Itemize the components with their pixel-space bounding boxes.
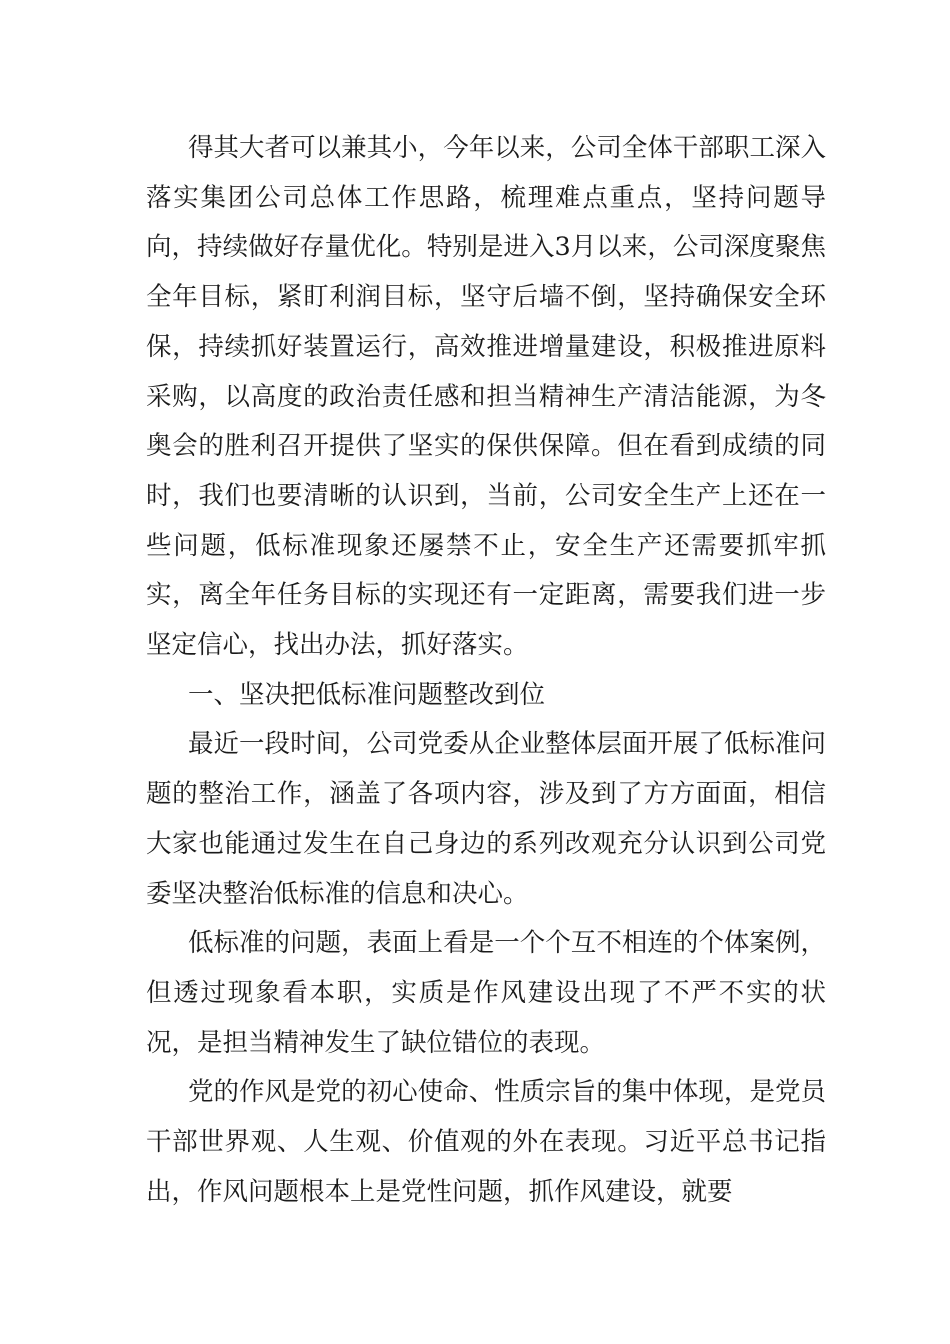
document-body [146, 124, 826, 1217]
paragraph-rectification: 最近一段时间，公司党委从企业整体层面开展了低标准问题的整治工作，涵盖了各项内容，涉及到了方方面面，相信大家也能通过发生在自己身边的系列改观充分认识到公司党委坚决整治低标准的信息和决心。 [146, 729, 826, 909]
paragraph-intro: 得其大者可以兼其小，今年以来，公司全体干部职工深入落实集团公司总体工作思路，梳理难点重点，坚持问题导向，持续做好存量优化。特别是进入3月以来，公司深度聚焦全年目标，紧盯利润目标，坚守后墙不倒，坚持确保安全环保，持续抓好装置运行，高效推进增量建设，积极推进原料采购，以高度的政治责任感和担当精神生产清洁能源，为冬奥会的胜利召开提供了坚实的保供保障。但在看到成绩的同时，我们也要清晰的认识到，当前，公司安全生产上还在一些问题，低标准现象还屡禁不止，安全生产还需要抓牢抓实，离全年任务目标的实现还有一定距离，需要我们进一步坚定信心，找出办法，抓好落实。 [146, 133, 826, 661]
section-heading-1: 一、坚决把低标准问题整改到位 [188, 679, 546, 710]
paragraph-party-style: 党的作风是党的初心使命、性质宗旨的集中体现，是党员干部世界观、人生观、价值观的外在表现。习近平总书记指出，作风问题根本上是党性问题，抓作风建设，就要 [146, 1077, 826, 1207]
paragraph-low-standard: 低标准的问题，表面上看是一个个互不相连的个体案例，但透过现象看本职，实质是作风建设出现了不严不实的状况，是担当精神发生了缺位错位的表现。 [146, 928, 826, 1058]
